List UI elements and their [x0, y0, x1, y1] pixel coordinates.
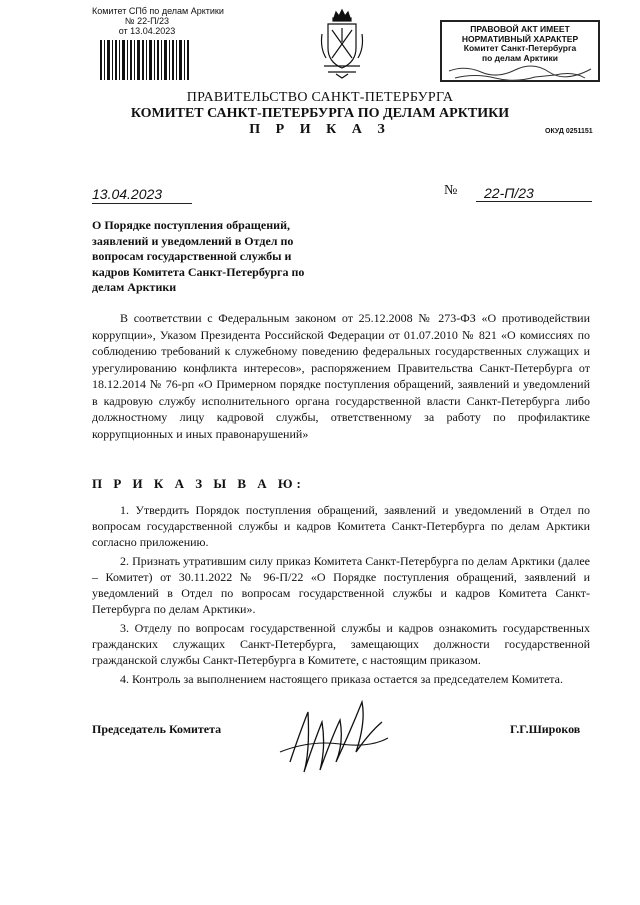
- handwritten-note-icon: [445, 63, 595, 81]
- order-item-3: 3. Отделу по вопросам государственной службы и кадров ознакомить государственных гражданских служащих Санкт-Петербурга, замещающих должности государственной гражданской службы Санкт-Петербурга в Комитете, с настоящим приказом.: [92, 621, 590, 667]
- signatory-title: Председатель Комитета: [92, 722, 222, 736]
- legal-act-stamp: [440, 20, 600, 82]
- signature-icon: [270, 692, 390, 782]
- registration-number: № 22-П/23: [124, 16, 170, 26]
- document-number: 22-П/23: [476, 185, 592, 202]
- legal-stamp-line2: НОРМАТИВНЫЙ ХАРАКТЕР: [461, 33, 579, 44]
- legal-stamp-line1: ПРАВОВОЙ АКТ ИМЕЕТ: [470, 24, 570, 34]
- registration-date: от 13.04.2023: [118, 26, 176, 36]
- signatory-name: Г.Г.Широков: [510, 722, 581, 736]
- okud-code: ОКУД 0251151: [545, 128, 593, 135]
- registration-stamp: [92, 6, 224, 36]
- document-date: 13.04.2023: [92, 186, 192, 204]
- government-name: ПРАВИТЕЛЬСТВО САНКТ-ПЕТЕРБУРГА: [186, 90, 454, 105]
- preamble: В соответствии с Федеральным законом от 25.12.2008 № 273-ФЗ «О противодействии коррупции», Указом Президента Российской Федерации от 01.07.2010 № 821 «О комиссиях по соблюдению требований к служебному поведению федеральных государственных служащих и урегулированию конфликта интересов», распоряжением Правительства Санкт-Петербурга от 18.12.2014 № 76-рп «О Примерном порядке поступления обращений, заявлений и уведомлений в кадровую службу исполнительного органа государственной власти Санкт-Петербурга либо должностному лицу кадровой службы, ответственному за работу по профилактике коррупционных и иных правонарушений»: [92, 311, 590, 441]
- order-heading: П Р И К А З Ы В А Ю:: [92, 476, 305, 491]
- legal-stamp-line3: Комитет Санкт-Петербурга: [463, 43, 577, 53]
- barcode-icon: [100, 40, 190, 80]
- number-label: №: [444, 183, 458, 198]
- coat-of-arms-icon: [318, 8, 366, 80]
- order-item-2: 2. Признать утратившим силу приказ Комитета Санкт-Петербурга по делам Арктики (далее – Комитет) от 30.11.2022 № 96-П/22 «О Порядке поступления обращений, заявлений и уведомлений в Отдел по вопросам государственной службы и кадров Комитета Санкт-Петербурга по делам Арктики».: [92, 554, 590, 616]
- order-item-4: 4. Контроль за выполнением настоящего приказа остается за председателем Комитета.: [120, 672, 563, 686]
- committee-name: КОМИТЕТ САНКТ-ПЕТЕРБУРГА ПО ДЕЛАМ АРКТИКИ: [130, 106, 510, 121]
- document-type: П Р И К А З: [249, 122, 391, 137]
- document-title: О Порядке поступления обращений, заявлений и уведомлений в Отдел по вопросам государственной службы и кадров Комитета Санкт-Петербурга по делам Арктики: [92, 218, 305, 294]
- registration-committee: Комитет СПб по делам Арктики: [92, 6, 224, 16]
- legal-stamp-line4: по делам Арктики: [481, 52, 559, 63]
- order-item-1: 1. Утвердить Порядок поступления обращений, заявлений и уведомлений в Отдел по вопросам государственной службы и кадров Комитета Санкт-Петербурга по делам Арктики согласно приложению.: [92, 503, 590, 549]
- order-items: [92, 502, 590, 690]
